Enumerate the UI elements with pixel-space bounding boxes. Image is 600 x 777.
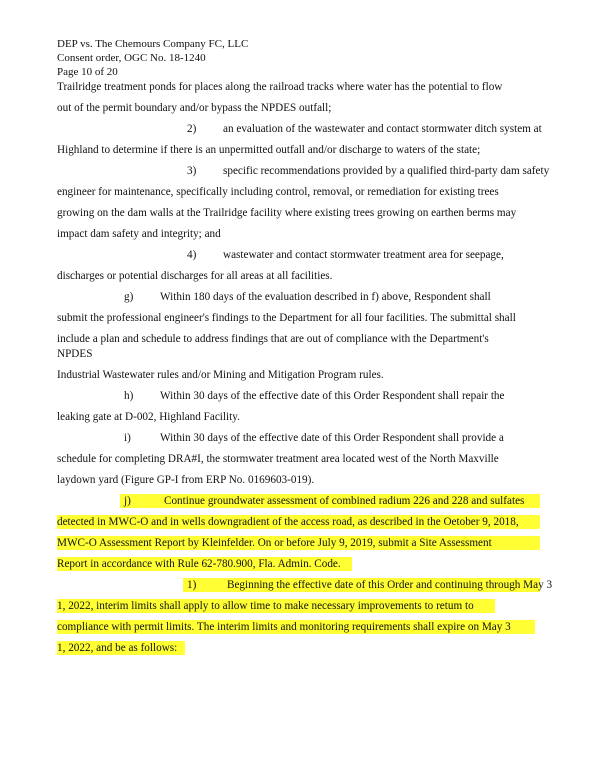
item-j1-line: 1, 2022, and be as follows: xyxy=(57,641,185,655)
item-3-line: engineer for maintenance, specifically including control, removal, or remediation for existing trees xyxy=(57,186,499,198)
item-j1-line: Beginning the effective date of this Order and continuing through May 3 xyxy=(227,579,553,591)
item-2-number: 2) xyxy=(187,123,197,135)
item-j1-line: compliance with permit limits. The interim limits and monitoring requirements shall expire on May 3 xyxy=(57,620,535,634)
header-order-number: Consent order, OGC No. 18-1240 xyxy=(57,52,206,64)
item-j-line: detected in MWC-O and in wells downgradient of the access road, as described in the Oetober 9, 2018, xyxy=(57,515,540,529)
item-j-first-line xyxy=(120,494,540,508)
item-j1-line: 1, 2022, interim limits shall apply to allow time to make necessary improvements to retum to xyxy=(57,599,495,613)
item-j-line: MWC-O Assessment Report by Kleinfelder. On or before July 9, 2019, submit a Site Assessment xyxy=(57,536,540,550)
item-4-number: 4) xyxy=(187,249,197,261)
item-j-line: Continue groundwater assessment of combined radium 226 and 228 and sulfates xyxy=(164,495,525,507)
item-h-letter: h) xyxy=(124,390,134,402)
item-i-letter: i) xyxy=(124,432,131,444)
item-h-line: leaking gate at D-002, Highland Facility. xyxy=(57,411,240,423)
item-3-line: specific recommendations provided by a qualified third-party dam safety xyxy=(223,165,550,177)
header-page-number: Page 10 of 20 xyxy=(57,66,118,78)
item-g-line: Industrial Wastewater rules and/or Mining and Mitigation Program rules. xyxy=(57,369,384,381)
item-j-letter: j) xyxy=(124,495,131,507)
item-3-line: impact dam safety and integrity; and xyxy=(57,228,221,240)
item-j-line: Report in accordance with Rule 62-780.900, Fla. Admin. Code. xyxy=(57,557,352,571)
header-case-title: DEP vs. The Chemours Company FC, LLC xyxy=(57,38,249,50)
item-g-line: include a plan and schedule to address findings that are out of compliance with the Department's xyxy=(57,333,489,345)
item-i-line: laydown yard (Figure GP-I from ERP No. 0169603-019). xyxy=(57,474,315,486)
item-g-line: NPDES xyxy=(57,348,93,360)
item-3-number: 3) xyxy=(187,165,197,177)
paragraph-line: Trailridge treatment ponds for places along the railroad tracks where water has the potential to flow xyxy=(57,81,503,93)
item-h-line: Within 30 days of the effective date of this Order Respondent shall repair the xyxy=(160,390,505,402)
item-4-line: discharges or potential discharges for all areas at all facilities. xyxy=(57,270,333,282)
item-2-line: an evaluation of the wastewater and contact stormwater ditch system at xyxy=(223,123,542,135)
item-g-line: Within 180 days of the evaluation described in f) above, Respondent shall xyxy=(160,291,491,303)
item-g-line: submit the professional engineer's findings to the Department for all four facilities. The submittal shall xyxy=(57,312,516,324)
item-j1-first-line xyxy=(183,578,553,592)
item-g-letter: g) xyxy=(124,291,134,303)
item-3-line: growing on the dam walls at the Trailridge facility where existing trees growing on earthen berms may xyxy=(57,207,517,219)
item-2-line: Highland to determine if there is an unpermitted outfall and/or discharge to waters of the state; xyxy=(57,144,481,156)
item-i-line: schedule for completing DRA#I, the stormwater treatment area located west of the North Maxville xyxy=(57,453,499,465)
item-j1-number: 1) xyxy=(187,579,197,591)
paragraph-line: out of the permit boundary and/or bypass the NPDES outfall; xyxy=(57,102,332,114)
item-i-line: Within 30 days of the effective date of this Order Respondent shall provide a xyxy=(160,432,504,444)
item-4-line: wastewater and contact stormwater treatment area for seepage, xyxy=(223,249,504,261)
